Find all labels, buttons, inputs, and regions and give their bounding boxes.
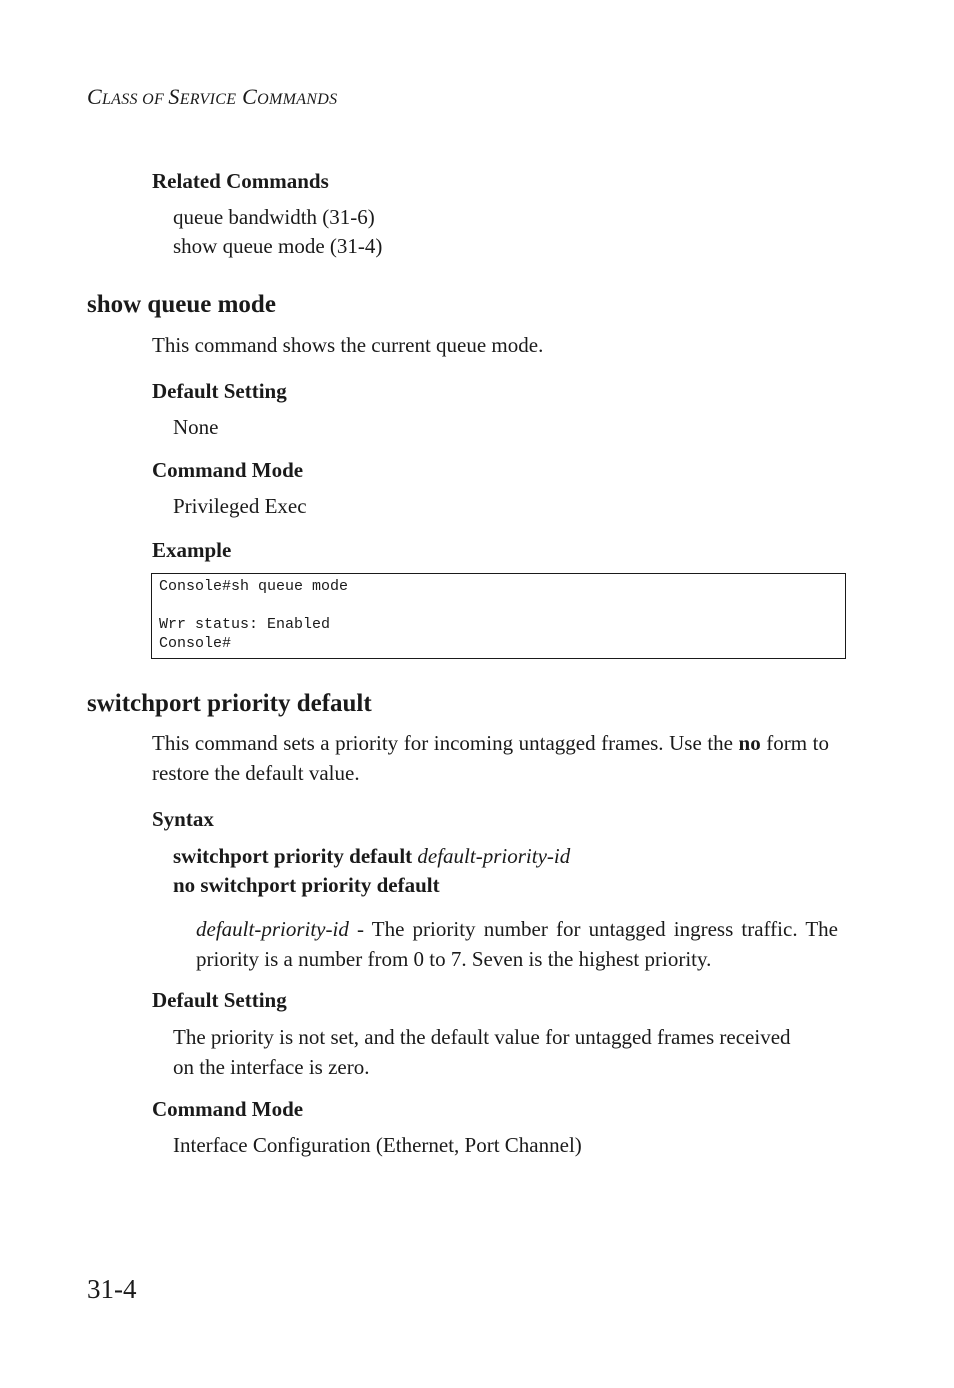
related-command-item: queue bandwidth (31-6) (173, 205, 375, 229)
syntax-heading: Syntax (152, 807, 214, 831)
command-mode-heading: Command Mode (152, 1097, 304, 1121)
related-commands-heading: Related Commands (152, 169, 329, 193)
running-header: CLASS OF SERVICE COMMANDS (87, 84, 338, 109)
default-setting-heading: Default Setting (152, 988, 287, 1012)
page-number: 31-4 (87, 1274, 137, 1304)
syntax-command: switchport priority default default-priority-id (173, 844, 571, 868)
command-description: This command sets a priority for incoming untagged frames. Use the no form to restore the default value. (152, 731, 829, 785)
command-title: switchport priority default (87, 690, 372, 717)
related-command-item: show queue mode (31-4) (173, 234, 383, 258)
command-mode-value: Interface Configuration (Ethernet, Port Channel) (173, 1133, 582, 1157)
command-mode-value: Privileged Exec (173, 494, 307, 518)
parameter-description: default-priority-id - The priority number for untagged ingress traffic. The priority is a number from 0 to 7. Seven is the highest priority. (196, 917, 838, 971)
example-heading: Example (152, 538, 232, 562)
command-title: show queue mode (87, 291, 276, 318)
command-mode-heading: Command Mode (152, 458, 304, 482)
code-line: Console#sh queue mode (159, 578, 349, 595)
command-description: This command shows the current queue mode. (152, 333, 544, 357)
code-line: Console# (159, 635, 232, 652)
code-line: Wrr status: Enabled (159, 616, 331, 633)
default-setting-heading: Default Setting (152, 379, 287, 403)
default-setting-value: None (173, 415, 219, 439)
code-example (151, 573, 846, 659)
default-setting-value: The priority is not set, and the default value for untagged frames received on the interface is zero. (173, 1025, 791, 1079)
syntax-no-command: no switchport priority default (173, 873, 440, 897)
